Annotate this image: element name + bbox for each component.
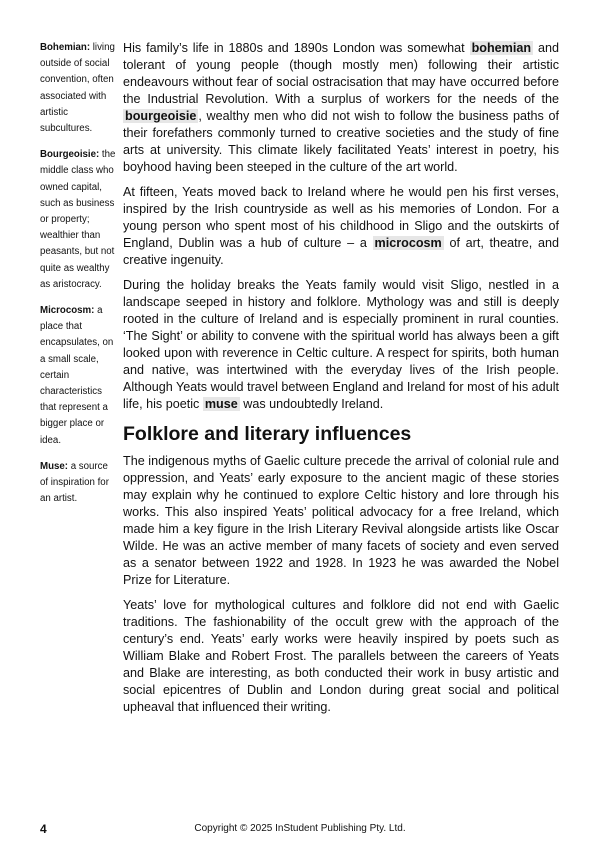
paragraph-3 bbox=[123, 277, 559, 413]
paragraph-2 bbox=[123, 184, 559, 269]
paragraph-4: The indigenous myths of Gaelic culture precede the arrival of colonial rule and oppression, and Yeats’ early exposure to the ancient magic of these stories may explain why he continued to explore Celtic history and lore through his works. This also inspired Yeats’ political advocacy for a free Ireland, which made him a key figure in the Irish Literary Revival alongside artists like Oscar Wilde. He was an active member of many facets of society and even served as a senator between 1922 and 1928. In 1923 he was awarded the Nobel Prize for Literature. bbox=[123, 454, 559, 587]
glossary-definition: a place that encapsulates, on a small scale, certain characteristics that represent a bigger place or idea. bbox=[40, 305, 114, 446]
paragraph-1 bbox=[123, 40, 559, 176]
copyright-notice: Copyright © 2025 InStudent Publishing Pty. Ltd. bbox=[194, 823, 406, 834]
section-heading: Folklore and literary influences bbox=[123, 423, 412, 445]
glossary-term: Microcosm: bbox=[40, 305, 95, 317]
text-run: , wealthy men who did not wish to follow the business paths of their forefathers commonly turned to creative societies and the study of fine arts at university. This climate likely facilitated Yeats’ interest in poetry, his boyhood having been steeped in the culture of the art world. bbox=[123, 109, 559, 174]
glossary-term: Bohemian: bbox=[40, 42, 91, 53]
text-run: During the holiday breaks the Yeats family would visit Sligo, nestled in a landscape seeped in history and folklore. Mythology was and still is deeply rooted in the culture of Ireland and is especially prominent in rural counties. ‘The Sight’ or ability to convene with the spiritual world has always been a gift looked upon with reverence in Celtic culture. A respect for spirits, both human and native, was intertwined with the everyday lives of the Irish people. Although Yeats would travel between England and Ireland for most of his adult life, his poetic bbox=[123, 278, 559, 411]
glossary-term: Muse: bbox=[40, 460, 68, 472]
keyword-bourgeoisie: bourgeoisie bbox=[125, 109, 197, 123]
glossary-sidebar bbox=[40, 40, 116, 517]
text-run: At fifteen, Yeats moved back to Ireland where he would pen his first verses, inspired by the Irish countryside as well as his memories of London. For a young person who spent most of his childhood in Sligo and the outskirts of England, Dublin was a hub of culture – a bbox=[123, 185, 559, 250]
keyword-muse: muse bbox=[204, 397, 238, 411]
glossary-definition: a source of inspiration for an artist. bbox=[40, 460, 109, 505]
glossary-entry-bohemian bbox=[40, 40, 116, 137]
paragraph-5: Yeats’ love for mythological cultures and folklore did not end with Gaelic traditions. The fashionability of the occult grew with the approach of the century’s end. Yeats’ early works were heavily inspired by poets such as William Blake and Robert Frost. The parallels between the careers of Yeats and Blake are interesting, as both conducted their work in busy artistic and social epicentres of Dublin and London during great social and political upheaval that influenced their writing. bbox=[123, 598, 559, 714]
text-run: of art, theatre, and creative ingenuity. bbox=[123, 236, 559, 267]
keyword-bohemian: bohemian bbox=[471, 41, 532, 55]
glossary-definition: living outside of social convention, often associated with artistic subcultures. bbox=[40, 42, 115, 135]
main-text bbox=[123, 40, 559, 724]
glossary-term: Bourgeoisie: bbox=[40, 149, 100, 161]
glossary-entry-bourgeoisie bbox=[40, 147, 116, 293]
page-number: 4 bbox=[40, 822, 47, 836]
glossary-definition: the middle class who owned capital, such as business or property; wealthier than peasants, but not quite as wealthy as aristocracy. bbox=[40, 149, 116, 290]
glossary-entry-microcosm bbox=[40, 303, 116, 449]
text-run: and tolerant of young people (though mostly men) following their artistic endeavours without fear of social ostracisation that may have occurred before the Industrial Revolution. With a surplus of workers for the needs of the bbox=[123, 41, 560, 106]
glossary-entry-muse bbox=[40, 459, 116, 508]
keyword-microcosm: microcosm bbox=[374, 236, 442, 250]
text-run: His family’s life in 1880s and 1890s London was somewhat bbox=[123, 41, 470, 55]
text-run: was undoubtedly Ireland. bbox=[239, 397, 384, 411]
